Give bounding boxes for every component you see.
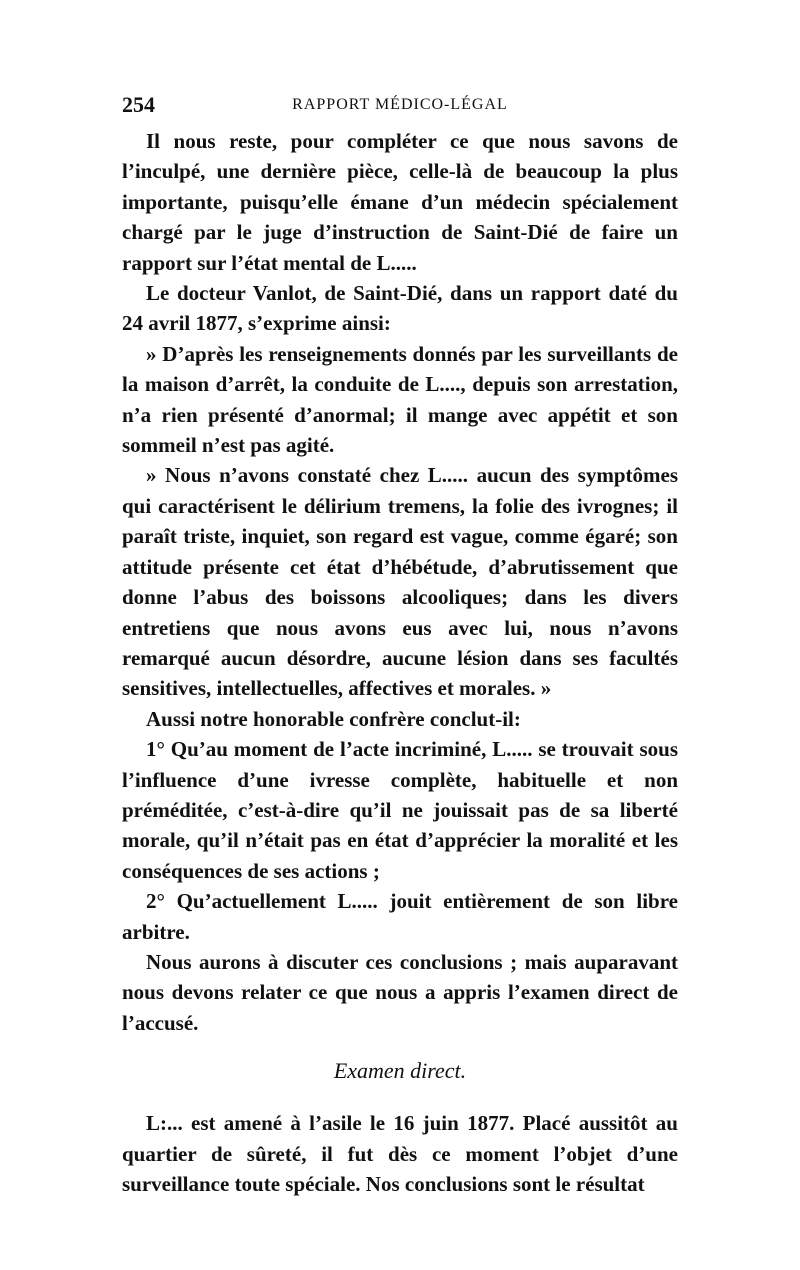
page-header bbox=[122, 92, 678, 118]
paragraph-conclusion-intro: Aussi notre honorable confrère conclut-il: bbox=[146, 706, 521, 731]
paragraph-exam: L:... est amené à l’asile le 16 juin 1877. Placé aussitôt au quartier de sûreté, il fut dès ce moment l’objet d’une surveillance toute spéciale. Nos conclusions sont le résultat bbox=[122, 1111, 678, 1196]
section-title: Examen direct. bbox=[333, 1058, 467, 1084]
paragraph-conclusion-2: 2° Qu’actuellement L..... jouit entièrement de son libre arbitre. bbox=[122, 889, 678, 944]
paragraph-intro: Il nous reste, pour compléter ce que nous savons de l’inculpé, une dernière pièce, celle-là de beaucoup la plus importante, puisqu’elle émane d’un médecin spécialement chargé par le juge d’instruction de Saint-Dié de faire un rapport sur l’état mental de L..... bbox=[122, 129, 678, 275]
paragraph-conclusion-1: 1° Qu’au moment de l’acte incriminé, L..... se trouvait sous l’influence d’une ivresse complète, habituelle et non préméditée, c’est-à-dire qu’il ne jouissait pas de sa liberté morale, qu’il n’était pas en état d’apprécier la moralité et les conséquences de ses actions ; bbox=[122, 737, 678, 883]
paragraph-quote-2: » Nous n’avons constaté chez L..... aucun des symptômes qui caractérisent le délirium tremens, la folie des ivrognes; il paraît triste, inquiet, son regard est vague, comme égaré; son attitude présente cet état d’hébétude, d’abrutissement que donne l’abus des boissons alcooliques; dans les divers entretiens que nous avons eus avec lui, nous n’avons remarqué aucun désordre, aucune lésion dans ses facultés sensitives, intellectuelles, affectives et morales. » bbox=[122, 463, 678, 701]
page-number: 254 bbox=[122, 92, 155, 117]
paragraph-discussion: Nous aurons à discuter ces conclusions ; mais auparavant nous devons relater ce que nous a appris l’examen direct de l’accusé. bbox=[122, 949, 678, 1035]
body-text bbox=[122, 126, 678, 1199]
paragraph-vanlot: Le docteur Vanlot, de Saint-Dié, dans un rapport daté du 24 avril 1877, s’exprime ainsi: bbox=[122, 281, 678, 336]
running-head: RAPPORT MÉDICO-LÉGAL bbox=[292, 96, 508, 113]
paragraph-quote-1: » D’après les renseignements donnés par les surveillants de la maison d’arrêt, la conduite de L...., depuis son arrestation, n’a rien présenté d’anormal; il mange avec appétit et son sommeil n’est pas agité. bbox=[122, 341, 678, 458]
